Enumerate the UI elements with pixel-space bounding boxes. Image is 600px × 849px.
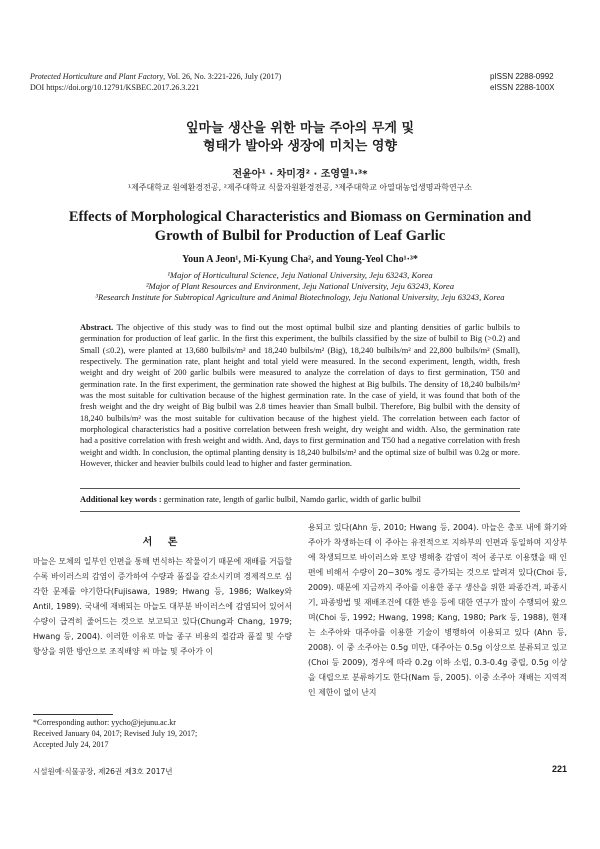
footnote: [33, 717, 293, 750]
korean-title-line1: 잎마늘 생산을 위한 마늘 주아의 무게 및: [185, 121, 415, 136]
body-column-left: [33, 554, 292, 659]
english-affiliations: [40, 270, 560, 303]
keywords-text: germination rate, length of garlic bulbil, Namdo garlic, width of garlic bulbil: [161, 495, 421, 504]
corresponding-author: *Corresponding author: yycho@jejunu.ac.kr: [33, 718, 176, 727]
doi[interactable]: DOI https://doi.org/10.12791/KSBEC.2017.26.3.221: [30, 82, 200, 92]
english-title-line1: Effects of Morphological Characteristics and Biomass on Germination and: [68, 209, 532, 225]
received-date: Received January 04, 2017; Revised July 19, 2017;: [33, 729, 198, 738]
journal-name: Protected Horticulture and Plant Factory: [30, 72, 164, 81]
citation-details: , Vol. 26, No. 3:221-226, July (2017): [163, 72, 282, 81]
korean-authors: 전윤아¹ · 차미경² · 조영열¹·³*: [232, 169, 368, 180]
footer-journal: 시설원예·식물공장, 제26권 제3호 2017년: [33, 767, 173, 776]
issn-block: [490, 72, 570, 93]
affiliation-3: ³Research Institute for Subtropical Agriculture and Animal Biotechnology, Jeju National University, Jeju 63243, Korea: [95, 292, 505, 302]
abstract-text: The objective of this study was to find out the most optimal bulbil size and planting densities of garlic bulbils to germination for production of leaf garlic. In the first this experiment, the bulbils classified by the size of bulbil to Big (>0.2) and Small (≤0.2), were planted at 13,680 bulbils/m² and 18,240 bulbils/m² (Big), 18,240 bulbils/m² and 22,800 bulbils/m² (Small), respectively. The germination rate, plant height and total yield were measured. In the second experiment, length, width, fresh weight and dry weight of 200 garlic bulbils were measured to analyze the correlation of days to first germination, T50 and germination rate. In the first experiment, the germination rate showed the highest at Big bulbils. The density of 18,240 bulbils/m² was the most suitable for cultivation because of the highest germination rate. In the case of yield, it was found that both of the fresh weight and the dry weight of Big bulbil was 2.8 times heavier than Small bulbil. Therefore, Big bulbil with the density of 18,240 bulbils/m² was the most suitable for cultivation because of the highest yield. The correlation between each factor of morphological characteristics had a positive correlation between fresh weight, dry weight and width. Also, the germination rate had a positive correlation with fresh weight and width. And, days to first germination and T50 had a negative correlation with fresh weight and width. In conclusion, the optimal planting density is 18,240 bulbils/m² and the optimal size of bulbil was 0.2g or more. However, thicker and heavier bulbils could lead to higher and faster germination.: [80, 323, 520, 469]
keywords-label: Additional key words :: [80, 495, 162, 504]
korean-affiliations: ¹제주대학교 원예환경전공, ²제주대학교 식물자원환경전공, ³제주대학교 아열대농업생명과학연구소: [127, 183, 473, 192]
english-title-line2: Growth of Bulbil for Production of Leaf Garlic: [154, 228, 446, 244]
accepted-date: Accepted July 24, 2017: [33, 740, 109, 749]
korean-title-line2: 형태가 발아와 생장에 미치는 영향: [203, 139, 397, 154]
abstract-label: Abstract.: [80, 323, 114, 332]
body-column-right: [308, 520, 567, 700]
english-authors: Youn A Jeon¹, Mi-Kyung Cha², and Young-Yeol Cho¹·³*: [182, 254, 418, 265]
affiliation-1: ¹Major of Horticultural Science, Jeju National University, Jeju 63243, Korea: [167, 270, 433, 280]
journal-citation: [30, 72, 410, 93]
keywords-rule-bottom: [80, 511, 520, 512]
english-title: [0, 208, 600, 246]
korean-title: [0, 120, 600, 156]
keywords-rule-top: [80, 488, 520, 489]
body-paragraph: 용되고 있다(Ahn 등, 2010; Hwang 등, 2004). 마늘은 총포 내에 화기와 주아가 착생하는데 이 주아는 유전적으로 지하부의 인편과 동일하며 지상부에 착생되므로 바이러스와 토양 병해충 감염이 적어 종구로 이용했을 때 인편에 비해서 수량이 20~30% 정도 증가되는 것으로 알려져 있다(Choi 등, 2009). 때문에 지금까지 주아를 이용한 종구 생산을 위한 파종간격, 파종시기, 파종방법 및 재배조건에 대한 반응 등에 대한 연구가 많이 수행되어 왔으며(Choi 등, 1992; Hwang, 1998; Kang, 1980; Park 등, 1988), 현재는 소주아와 대주아를 이용한 기술이 병행하여 이용되고 있다 (Ahn 등, 2008). 이 중 소주아는 0.5g 미만, 대주아는 0.5g 이상으로 분류되고 있고 (Choi 등 2009), 경우에 따라 0.2g 이하 소립, 0.3-0.4g 중립, 0.5g 이상을 대립으로 분류하기도 한다(Nam 등, 2005). 이중 소주아 재배는 지역적인 제한이 없이 난지: [308, 523, 567, 697]
eissn: eISSN 2288-100X: [490, 82, 555, 92]
abstract: [80, 322, 520, 469]
section-title: 서 론: [142, 537, 184, 548]
footnote-rule: [33, 714, 113, 715]
body-paragraph: 마늘은 모체의 일부인 인편을 통해 번식하는 작물이기 때문에 재배를 거듭할수록 바이러스의 감염이 증가하여 수량과 품질을 감소시키며 경제적으로 심각한 문제를 야기한다(Fujisawa, 1989; Hwang 등, 1986; Walkey와 Antil, 1989). 국내에 재배되는 마늘도 대부분 바이러스에 감염되어 있어서 수량이 급격히 줄어드는 것으로 보고되고 있다(Chung과 Chang, 1979; Hwang 등, 2004). 이러한 이유로 마늘 종구 비용의 절감과 품질 및 수량 향상을 위한 방안으로 조직배양 씨 마늘 및 주아가 이: [33, 557, 292, 656]
affiliation-2: ²Major of Plant Resources and Environment, Jeju National University, Jeju 63243, Korea: [145, 281, 455, 291]
pissn: pISSN 2288-0992: [490, 72, 554, 81]
keywords: [80, 495, 520, 504]
page-number: 221: [551, 764, 567, 774]
